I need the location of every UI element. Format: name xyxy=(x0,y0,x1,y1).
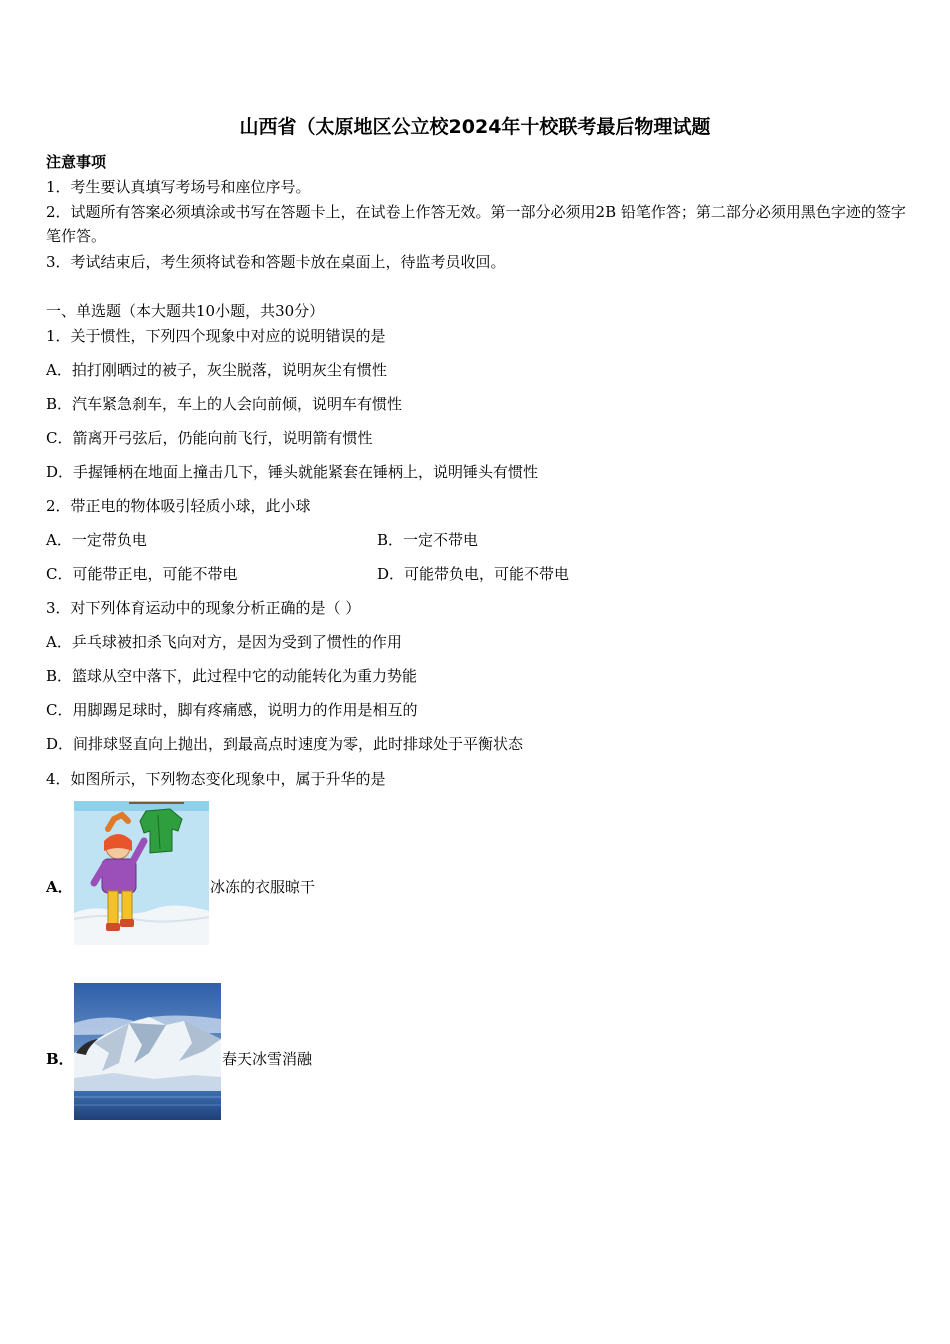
question-4-option-a-caption: 冰冻的衣服晾干 xyxy=(210,878,316,896)
question-2-option-a: A．一定带负电 xyxy=(46,531,147,549)
question-3-stem: 3．对下列体育运动中的现象分析正确的是（ ） xyxy=(46,599,361,617)
question-2-stem: 2．带正电的物体吸引轻质小球，此小球 xyxy=(46,497,311,515)
question-2-option-d: D．可能带负电，可能不带电 xyxy=(377,565,570,583)
notice-item-1: 1．考生要认真填写考场号和座位序号。 xyxy=(46,178,311,196)
question-3-option-d: D．间排球竖直向上抛出，到最高点时速度为零，此时排球处于平衡状态 xyxy=(46,735,524,753)
notice-item-2: 2．试题所有答案必须填涂或书写在答题卡上，在试卷上作答无效。第一部分必须用2B 铅笔作答；第二部分必须用黑色字迹的签字笔作答。 xyxy=(46,203,906,245)
question-1-option-b: B．汽车紧急刹车，车上的人会向前倾，说明车有惯性 xyxy=(46,395,403,413)
section-heading: 一、单选题（本大题共10小题，共30分） xyxy=(46,302,325,320)
question-4-stem: 4．如图所示，下列物态变化现象中，属于升华的是 xyxy=(46,770,386,788)
question-3-option-c: C．用脚踢足球时，脚有疼痛感，说明力的作用是相互的 xyxy=(46,701,418,719)
question-1-stem: 1．关于惯性，下列四个现象中对应的说明错误的是 xyxy=(46,327,386,345)
question-2-option-b: B．一定不带电 xyxy=(377,531,479,549)
notice-heading: 注意事项 xyxy=(46,153,107,171)
question-2-option-c: C．可能带正电，可能不带电 xyxy=(46,565,238,583)
question-1-option-a: A．拍打刚晒过的被子，灰尘脱落，说明灰尘有惯性 xyxy=(46,361,387,379)
question-3-option-b: B．篮球从空中落下，此过程中它的动能转化为重力势能 xyxy=(46,667,418,685)
melting-snow-mountain-image xyxy=(74,983,221,1120)
question-1-option-d: D．手握锤柄在地面上撞击几下，锤头就能紧套在锤柄上，说明锤头有惯性 xyxy=(46,463,539,481)
notice-item-3: 3．考试结束后，考生须将试卷和答题卡放在桌面上，待监考员收回。 xyxy=(46,253,506,271)
question-4-option-b-caption: 春天冰雪消融 xyxy=(222,1050,313,1068)
question-1-option-c: C．箭离开弓弦后，仍能向前飞行，说明箭有惯性 xyxy=(46,429,373,447)
question-4-option-a-label: A． xyxy=(46,878,73,896)
page-title: 山西省（太原地区公立校2024年十校联考最后物理试题 xyxy=(239,116,711,138)
question-4-option-b-label: B． xyxy=(46,1050,74,1068)
question-3-option-a: A．乒乓球被扣杀飞向对方，是因为受到了惯性的作用 xyxy=(46,633,402,651)
frozen-clothes-drying-image xyxy=(74,801,209,945)
